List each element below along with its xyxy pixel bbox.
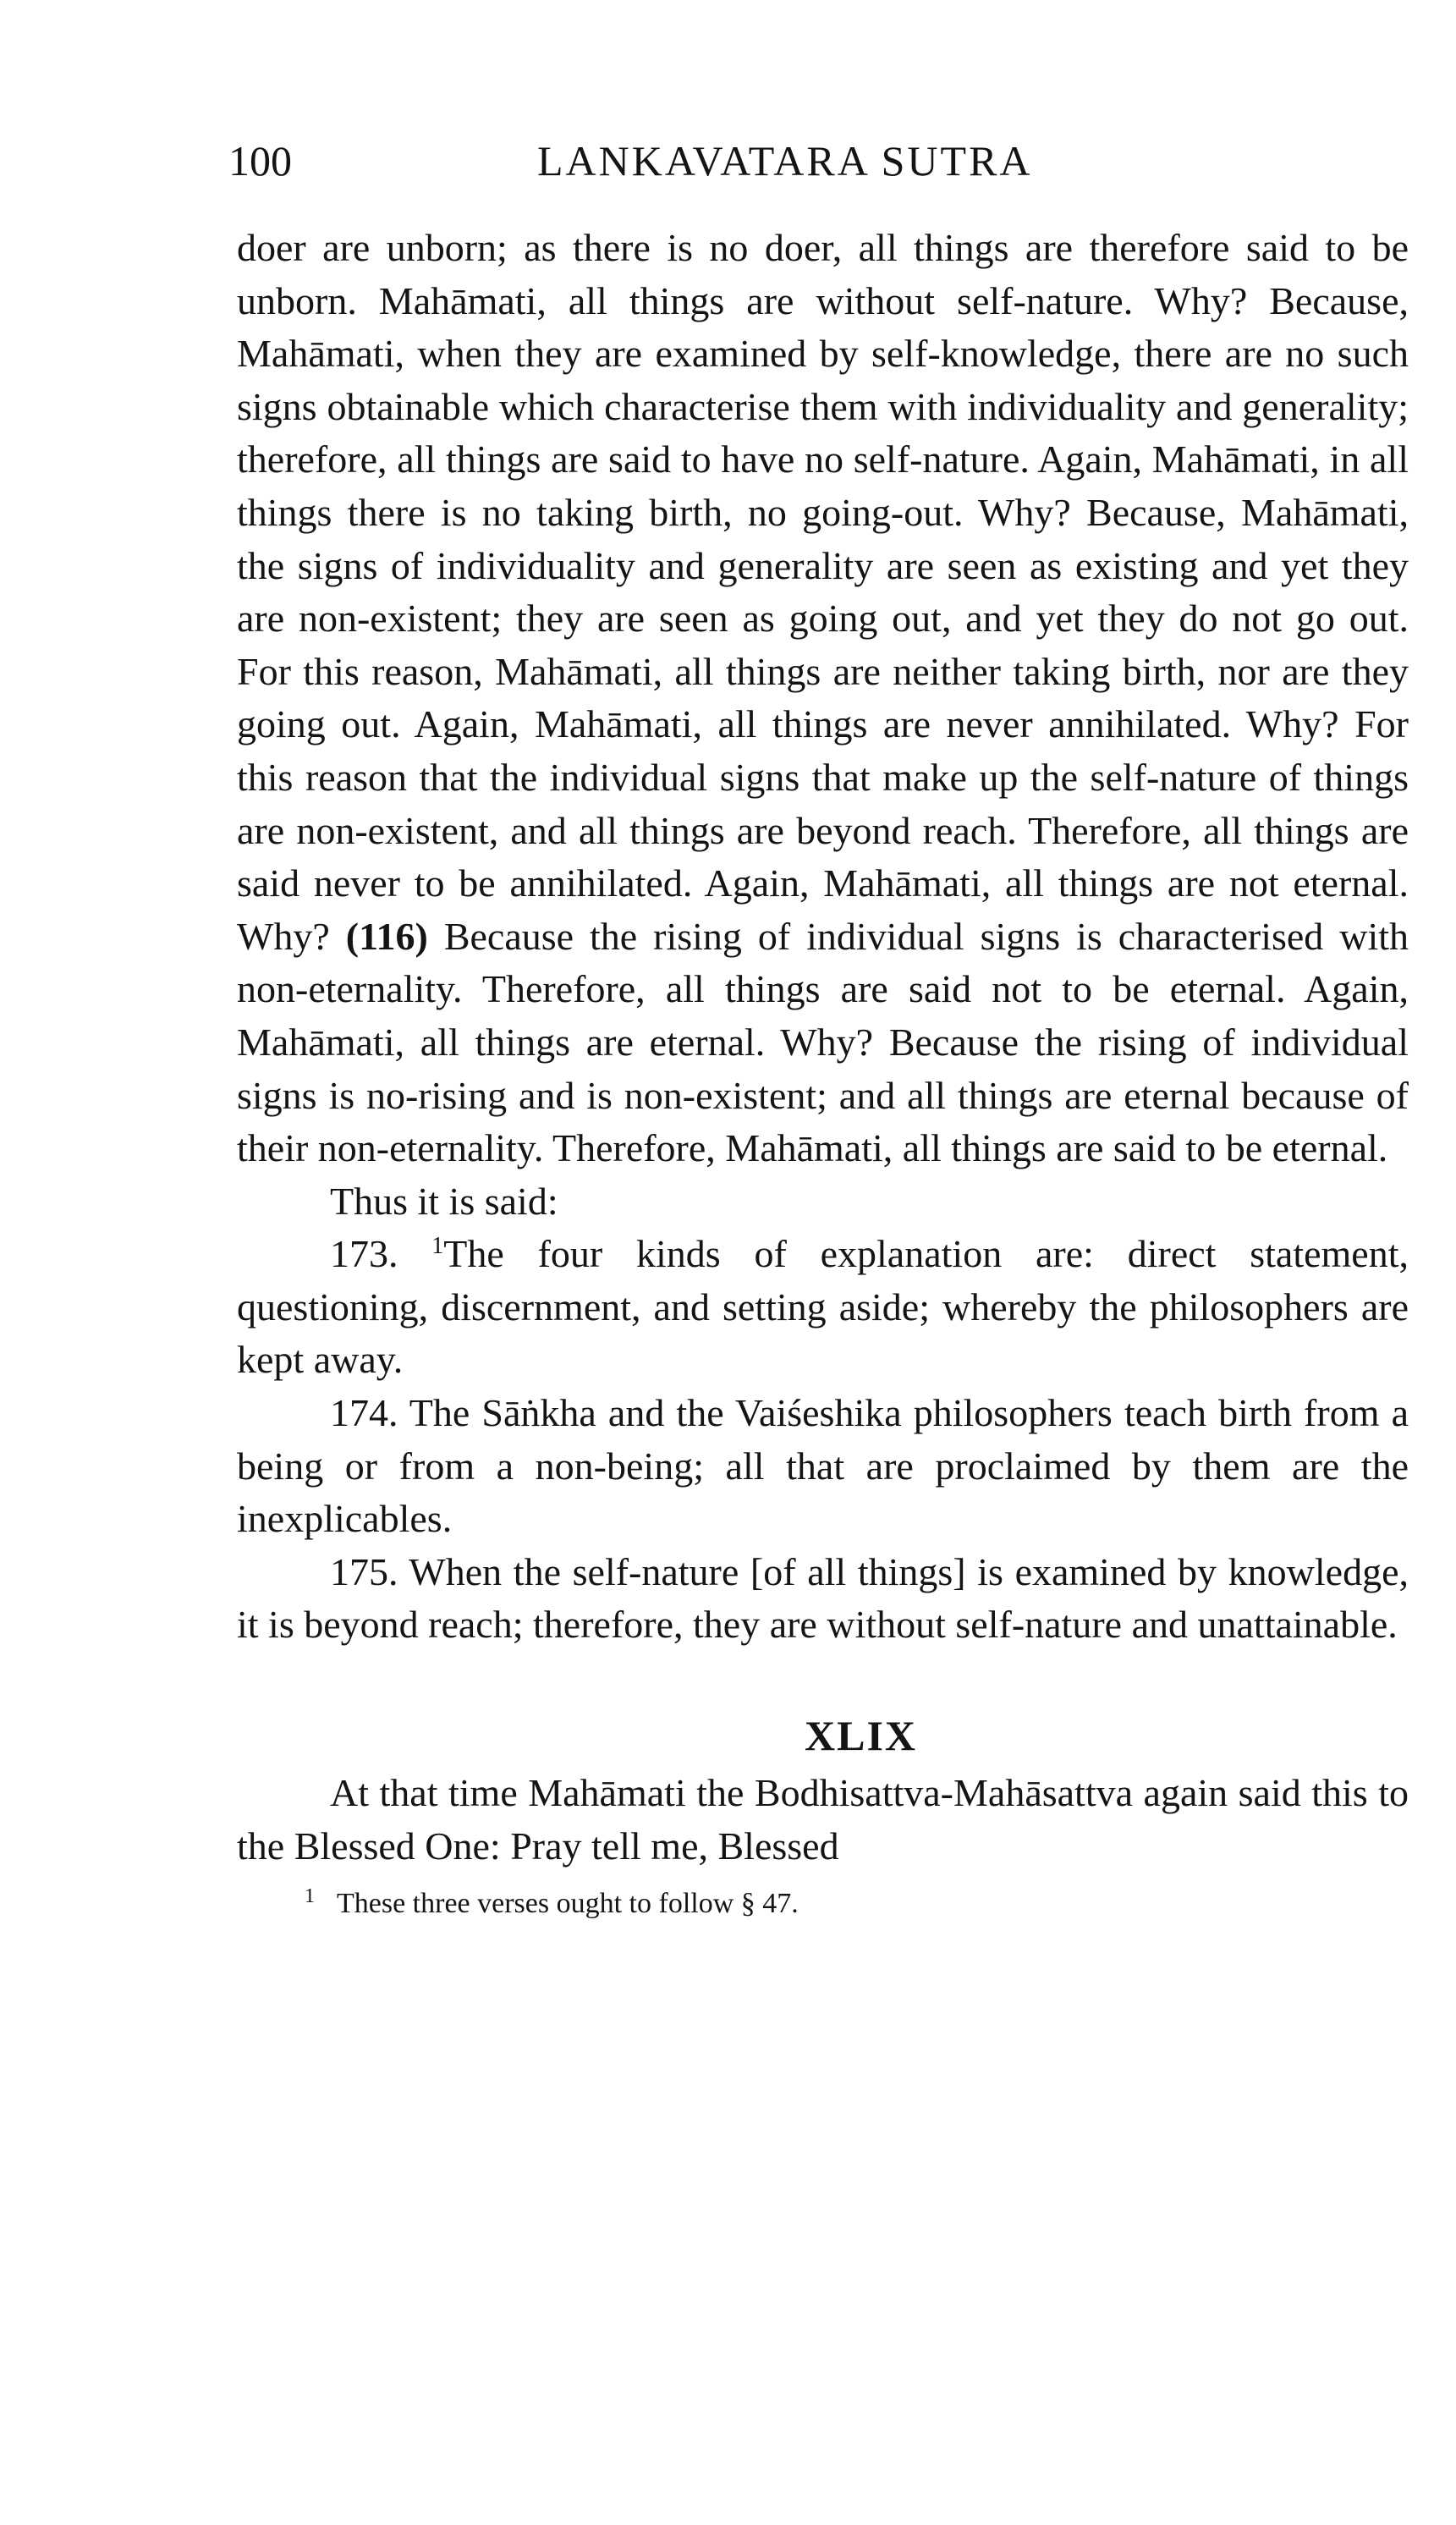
- section-heading: XLIX: [804, 1712, 918, 1760]
- paragraph-main-part-a: doer are unborn; as there is no doer, all things are therefore said to be unborn. Mahāmati, all things are without self-nature. Why? Because, Mahāmati, when they are examined by self-knowledge, there are no such signs obtainable which characterise them with individuality and generality; therefore, all things are said to have no self-nature. Again, Mahāmati, in all things there is no taking birth, no going-out. Why? Because, Mahāmati, the signs of individuality and generality are seen as existing and yet they are non-existent; they are seen as going out, and yet they do not go out. For this reason, Mahāmati, all things are neither taking birth, nor are they going out. Again, Mahāmati, all things are never annihilated. Why? For this reason that the individual signs that make up the self-nature of things are non-existent, and all things are beyond reach. Therefore, all things are said never to be annihilated. Again, Mahāmati, all things are not eternal. Why?: [237, 226, 1409, 958]
- verse-173: [237, 1228, 1409, 1387]
- paragraph-main-part-b: Because the rising of individual signs is characterised with non-eternality. Therefore, all things are said not to be eternal. Again, Mahāmati, all things are eternal. Why? Because the rising of individual signs is no-rising and is non-existent; and all things are eternal because of their non-eternality. Therefore, Mahāmati, all things are said to be eternal.: [237, 914, 1409, 1170]
- running-title: LANKAVATARA SUTRA: [537, 137, 1033, 184]
- footnote-text: These three verses ought to follow § 47.: [337, 1888, 799, 1920]
- footnote: [305, 1883, 1409, 1925]
- page-header: [228, 127, 1404, 195]
- verse-174: 174. The Sāṅkha and the Vaiśeshika philosophers teach birth from a being or from a non-being; all that are proclaimed by them are the inexplicables.: [237, 1391, 1409, 1541]
- page-marker: (116): [345, 914, 428, 958]
- verse-175: 175. When the self-nature [of all things] is examined by knowledge, it is beyond reach; therefore, they are without self-nature and unattainable.: [237, 1549, 1409, 1647]
- paragraph-thus-said: Thus it is said:: [330, 1179, 558, 1223]
- verse-173-number: 173.: [330, 1232, 398, 1276]
- footnote-mark: 1: [305, 1885, 315, 1908]
- footnote-reference: 1: [431, 1233, 444, 1260]
- verse-173-text: The four kinds of explanation are: direct statement, questioning, discernment, and setting aside; whereby the philosophers are kept away.: [237, 1232, 1409, 1382]
- body-text: [237, 222, 1409, 1925]
- page-number: 100: [228, 137, 292, 184]
- section-opening-paragraph: At that time Mahāmati the Bodhisattva-Mahāsattva again said this to the Blessed One: Pray tell me, Blessed: [237, 1771, 1409, 1868]
- paragraph-main: [237, 222, 1409, 1175]
